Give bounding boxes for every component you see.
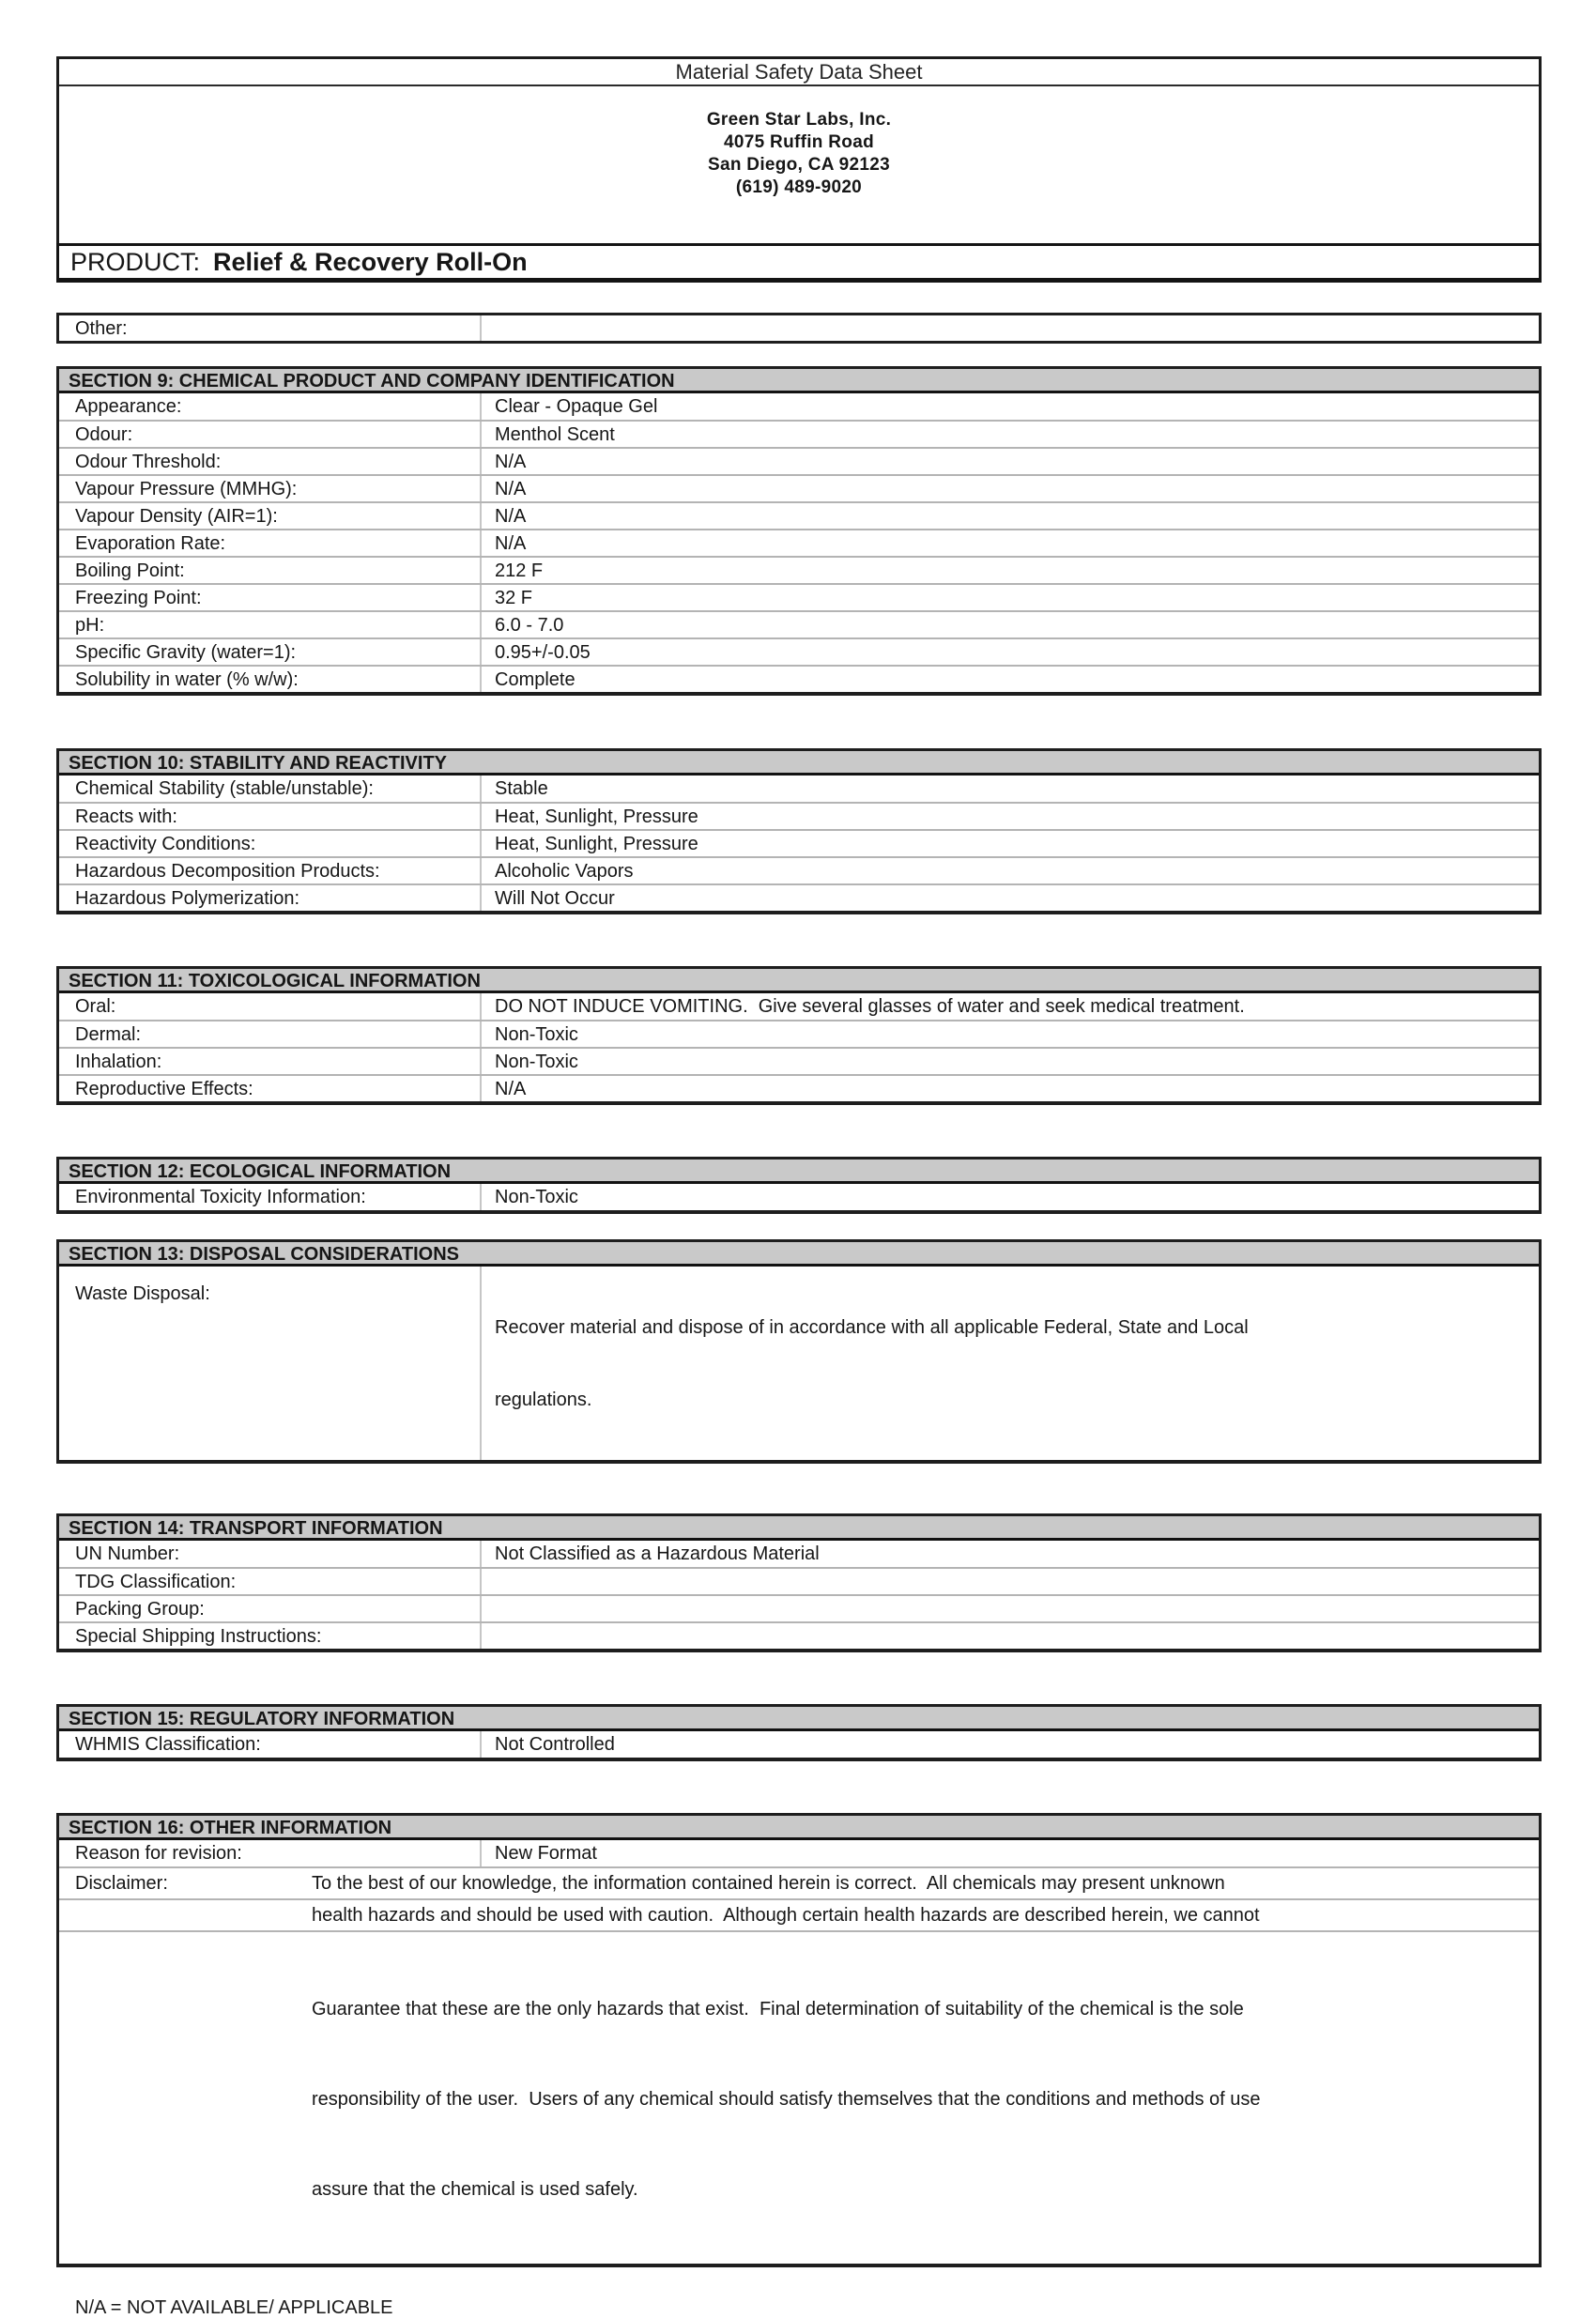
section-10-title: SECTION 10: STABILITY AND REACTIVITY [59, 751, 1539, 776]
row-value: N/A [495, 533, 527, 554]
table-row [59, 1074, 1539, 1101]
row-label: TDG Classification: [59, 1569, 482, 1594]
row-label: Boiling Point: [59, 558, 482, 583]
section-15-table [56, 1704, 1542, 1761]
row-label: Chemical Stability (stable/unstable): [59, 776, 482, 802]
row-value: Non-Toxic [495, 1187, 578, 1207]
row-label: Reason for revision: [59, 1840, 482, 1866]
row-label: Hazardous Decomposition Products: [59, 858, 482, 883]
section-11-title: SECTION 11: TOXICOLOGICAL INFORMATION [59, 969, 1539, 993]
section-12-table [56, 1157, 1542, 1214]
row-label: Dermal: [59, 1021, 482, 1047]
row-value [482, 1569, 1539, 1594]
table-row [59, 1840, 1539, 1866]
row-value-line: regulations. [495, 1390, 592, 1410]
row-label: Disclaimer: [75, 1873, 168, 1894]
table-row [59, 529, 1539, 556]
row-label: Vapour Density (AIR=1): [59, 503, 482, 529]
row-value: N/A [495, 506, 527, 527]
company-name: Green Star Labs, Inc. [706, 110, 892, 130]
section-11-table [56, 966, 1542, 1105]
row-label: Vapour Pressure (MMHG): [59, 476, 482, 501]
table-row [59, 1567, 1539, 1594]
row-value-line: Recover material and dispose of in accordance with all applicable Federal, State and Local [495, 1317, 1249, 1338]
row-label: Reacts with: [59, 804, 482, 829]
table-row [59, 501, 1539, 529]
company-address: 4075 Ruffin Road [724, 132, 874, 152]
disclaimer-line: responsibility of the user. Users of any chemical should satisfy themselves that the conditions and methods of use [312, 2089, 1261, 2110]
table-row [59, 393, 1539, 420]
table-row [59, 1020, 1539, 1047]
row-label: Inhalation: [59, 1049, 482, 1074]
table-row [59, 637, 1539, 665]
row-label [59, 1932, 310, 2264]
row-value: Not Classified as a Hazardous Material [495, 1543, 820, 1564]
row-label: Environmental Toxicity Information: [59, 1184, 482, 1210]
disclaimer-line: To the best of our knowledge, the information contained herein is correct. All chemicals may present unknown [312, 1873, 1225, 1894]
row-value: DO NOT INDUCE VOMITING. Give several glasses of water and seek medical treatment. [495, 996, 1245, 1017]
row-value [482, 315, 1539, 341]
section-15-title: SECTION 15: REGULATORY INFORMATION [59, 1707, 1539, 1731]
row-label: Specific Gravity (water=1): [59, 639, 482, 665]
row-value: 0.95+/-0.05 [495, 642, 591, 663]
row-value: Alcoholic Vapors [495, 861, 634, 882]
table-row [59, 1541, 1539, 1567]
row-label [59, 1900, 310, 1930]
product-row [56, 243, 1542, 283]
table-row [59, 1731, 1539, 1758]
row-label: Special Shipping Instructions: [59, 1623, 482, 1649]
row-label: Solubility in water (% w/w): [59, 667, 482, 692]
table-row [59, 993, 1539, 1020]
row-label: Appearance: [59, 393, 482, 420]
row-value [482, 1267, 1539, 1460]
company-info [59, 86, 1539, 243]
row-value: Stable [495, 778, 548, 799]
table-row [59, 1184, 1539, 1210]
msds-page [56, 56, 1542, 2319]
section-16-title: SECTION 16: OTHER INFORMATION [59, 1816, 1539, 1840]
product-name: Relief & Recovery Roll-On [213, 248, 528, 276]
section-16-table [56, 1813, 1542, 2267]
table-row [59, 665, 1539, 692]
disclaimer-block [310, 1932, 1539, 2264]
table-row [59, 1267, 1539, 1460]
row-label: Other: [59, 315, 482, 341]
table-row [59, 447, 1539, 474]
table-row [59, 610, 1539, 637]
row-label: Evaporation Rate: [59, 530, 482, 556]
other-table [56, 313, 1542, 344]
row-label: Oral: [59, 993, 482, 1020]
row-label: Waste Disposal: [59, 1267, 482, 1460]
row-value: 32 F [495, 588, 533, 608]
row-value [482, 1596, 1539, 1621]
section-14-table [56, 1513, 1542, 1652]
row-value: Non-Toxic [495, 1024, 578, 1045]
table-row [59, 420, 1539, 447]
section-13-table [56, 1239, 1542, 1464]
section-9-title: SECTION 9: CHEMICAL PRODUCT AND COMPANY IDENTIFICATION [59, 369, 1539, 393]
document-header [56, 56, 1542, 243]
table-row [59, 829, 1539, 856]
row-value: New Format [495, 1843, 597, 1864]
table-row [59, 474, 1539, 501]
na-legend: N/A = NOT AVAILABLE/ APPLICABLE [75, 2297, 393, 2318]
row-value: Clear - Opaque Gel [495, 396, 658, 417]
row-value: Heat, Sunlight, Pressure [495, 834, 698, 854]
row-label: Odour: [59, 422, 482, 447]
row-label: Packing Group: [59, 1596, 482, 1621]
document-title: Material Safety Data Sheet [59, 59, 1539, 86]
company-phone: (619) 489-9020 [735, 177, 863, 197]
row-label: pH: [59, 612, 482, 637]
row-label: Freezing Point: [59, 585, 482, 610]
table-row [59, 556, 1539, 583]
company-city: San Diego, CA 92123 [707, 155, 890, 175]
table-row [59, 776, 1539, 802]
row-value: Complete [495, 669, 575, 690]
row-value: N/A [495, 1079, 527, 1099]
table-row [59, 583, 1539, 610]
section-13-title: SECTION 13: DISPOSAL CONSIDERATIONS [59, 1242, 1539, 1267]
section-12-title: SECTION 12: ECOLOGICAL INFORMATION [59, 1160, 1539, 1184]
table-row [59, 1621, 1539, 1649]
table-row [59, 1047, 1539, 1074]
row-value: Heat, Sunlight, Pressure [495, 806, 698, 827]
table-row [59, 1594, 1539, 1621]
table-row [59, 1866, 1539, 1898]
row-label: Odour Threshold: [59, 449, 482, 474]
table-row [59, 1898, 1539, 1930]
row-value: 6.0 - 7.0 [495, 615, 564, 636]
table-row [59, 802, 1539, 829]
section-10-table [56, 748, 1542, 914]
row-value: Will Not Occur [495, 888, 615, 909]
row-label: Reactivity Conditions: [59, 831, 482, 856]
row-label: Hazardous Polymerization: [59, 885, 482, 911]
section-14-title: SECTION 14: TRANSPORT INFORMATION [59, 1516, 1539, 1541]
row-label: Reproductive Effects: [59, 1076, 482, 1101]
table-row [59, 856, 1539, 883]
section-9-table [56, 366, 1542, 696]
row-value: N/A [495, 479, 527, 499]
row-label: UN Number: [59, 1541, 482, 1567]
row-value [482, 1623, 1539, 1649]
disclaimer-line: assure that the chemical is used safely. [312, 2179, 638, 2200]
table-row [59, 883, 1539, 911]
row-label: WHMIS Classification: [59, 1731, 482, 1758]
table-row [59, 315, 1539, 341]
row-value: Not Controlled [495, 1734, 615, 1755]
disclaimer-line: health hazards and should be used with caution. Although certain health hazards are described herein, we cannot [312, 1905, 1260, 1926]
row-value: N/A [495, 452, 527, 472]
table-row [59, 1930, 1539, 2264]
product-label: PRODUCT: [70, 248, 201, 276]
row-value: Menthol Scent [495, 424, 615, 445]
row-value: Non-Toxic [495, 1052, 578, 1072]
disclaimer-line: Guarantee that these are the only hazards that exist. Final determination of suitability of the chemical is the sole [312, 1999, 1244, 2020]
row-value: 212 F [495, 561, 544, 581]
